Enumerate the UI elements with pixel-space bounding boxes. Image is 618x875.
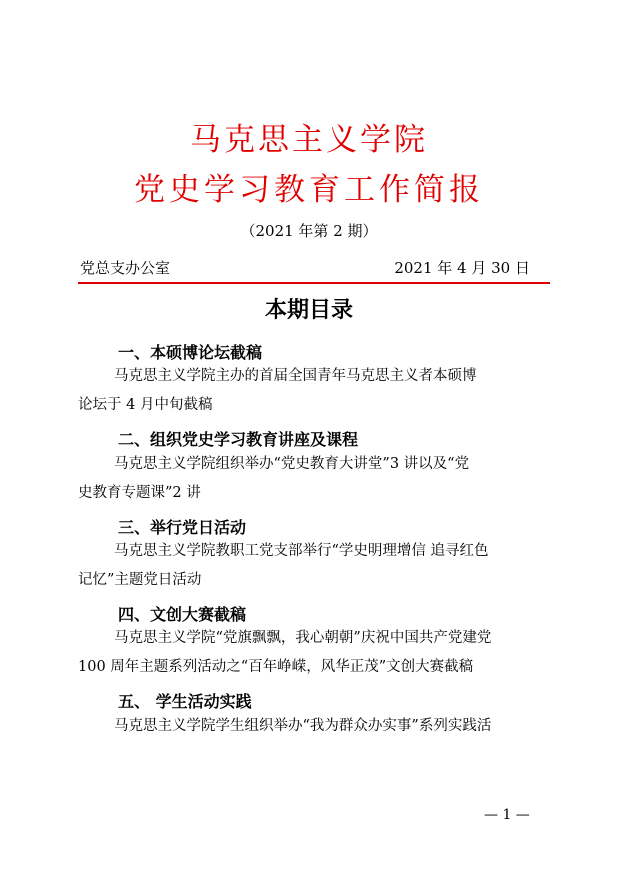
section-2-line-2: 史教育专题课”2 讲 [78, 485, 201, 501]
section-5-line-1: 马克思主义学院学生组织举办“我为群众办实事”系列实践活 [114, 718, 492, 734]
section-body-4 [78, 624, 540, 682]
section-3-line-1: 马克思主义学院教职工党支部举行“学史明理增信 追寻红色 [114, 543, 489, 559]
title-line-2: 党史学习教育工作简报 [134, 172, 484, 208]
toc-heading: 本期目录 [264, 297, 353, 323]
section-title-4: 四、文创大赛截稿 [118, 605, 247, 624]
section-title-1: 一、本硕博论坛截稿 [118, 343, 263, 362]
section-2-line-1: 马克思主义学院组织举办“党史教育大讲堂”3 讲以及“党 [114, 456, 470, 472]
section-body-2 [78, 450, 540, 508]
title-line-1: 马克思主义学院 [190, 122, 428, 158]
section-title-2: 二、组织党史学习教育讲座及课程 [118, 430, 359, 449]
meta-row [80, 257, 538, 279]
section-body-5 [78, 712, 540, 741]
section-4-line-2: 100 周年主题系列活动之“百年峥嵘，风华正茂”文创大赛截稿 [78, 659, 474, 675]
office-name: 党总支办公室 [80, 259, 171, 277]
page-number: — 1 — [484, 807, 530, 823]
section-1-line-1: 马克思主义学院主办的首届全国青年马克思主义者本硕博 [114, 368, 477, 384]
issue-number: （2021 年第 2 期） [240, 222, 378, 240]
issue-date: 2021 年 4 月 30 日 [394, 259, 530, 277]
section-3-line-2: 记忆”主题党日活动 [78, 572, 202, 588]
section-title-3: 三、举行党日活动 [118, 518, 247, 537]
section-1-line-2: 论坛于 4 月中旬截稿 [78, 397, 213, 413]
section-body-3 [78, 537, 540, 595]
section-title-5: 五、 学生活动实践 [118, 692, 252, 711]
red-divider [78, 282, 550, 284]
section-4-line-1: 马克思主义学院“党旗飘飘，我心朝朝”庆祝中国共产党建党 [114, 630, 492, 646]
section-body-1 [78, 362, 540, 420]
